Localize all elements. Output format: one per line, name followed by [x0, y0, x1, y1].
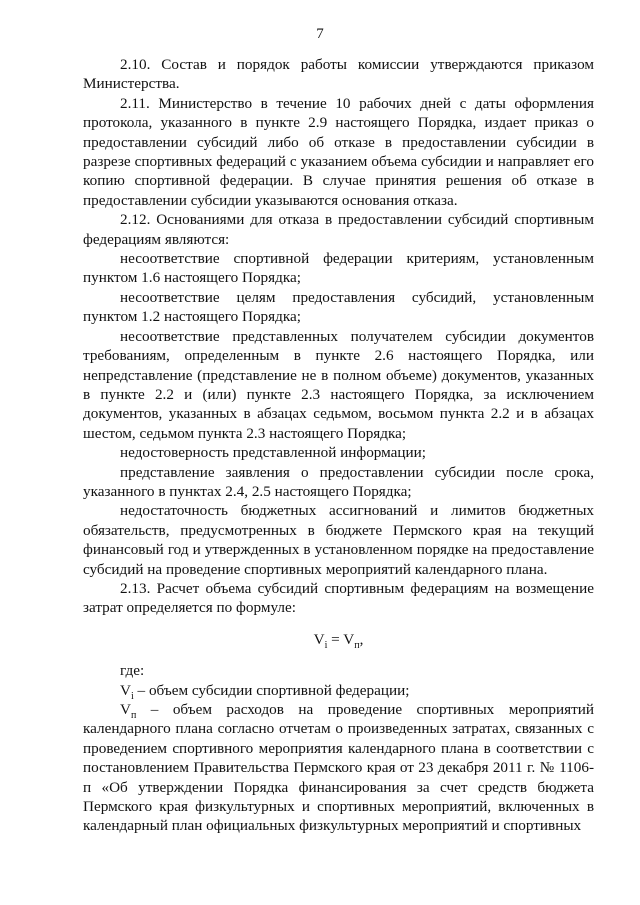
refusal-reason-criteria: несоответствие спортивной федерации критериям, установленным пунктом 1.6 настоящего Порядка;: [83, 250, 594, 287]
definition-vi-sub: i: [130, 690, 134, 702]
formula-rhs: V: [343, 630, 355, 648]
formula-equals: =: [327, 630, 344, 648]
definition-vp-text: – объем расходов на проведение спортивных мероприятий календарного плана согласно отчетам о произведенных затратах, связанных с проведением спортивного мероприятия календарного плана в соответствии с постановлением Правительства Пермского края от 23 декабря 2011 г. № 1106-п «Об утверждении Порядка финансирования за счет средств бюджета Пермского края физкультурных и спортивных мероприятий, включенных в календарный план официальных физкультурных мероприятий и спортивных: [83, 701, 594, 835]
paragraph-2-11: 2.11. Министерство в течение 10 рабочих дней с даты оформления протокола, указанного в пункте 2.9 настоящего Порядка, издает приказ о предоставлении субсидий либо об отказе в предоставлении субсидии в разрезе спортивных федераций с указанием объема субсидии и направляет его копию спортивной федерации. В случае принятия решения об отказе в предоставлении субсидии указываются основания отказа.: [83, 94, 594, 209]
definition-vp: [83, 700, 594, 836]
definition-vi-symbol: V: [120, 681, 131, 699]
refusal-reason-documents: несоответствие представленных получателем субсидии документов требованиям, определенным в пункте 2.6 настоящего Порядка, или непредставление (представление не в полном объеме) документов, указанных в пункте 2.2 и (или) пункте 2.3 настоящего Порядка, за исключением документов, указанных в абзацах седьмом, восьмом пункта 2.2 и в абзацах шестом, седьмом пункта 2.3 настоящего Порядка;: [83, 327, 594, 442]
document-body: [83, 55, 594, 836]
formula-lhs-sub: i: [324, 639, 328, 651]
refusal-reason-budget: недостаточность бюджетных ассигнований и лимитов бюджетных обязательств, предусмотренных в бюджете Пермского края на текущий финансовый год и утвержденных в установленном порядке на предоставление субсидий на проведение спортивных мероприятий календарного плана.: [83, 502, 594, 578]
subsidy-formula: [83, 630, 594, 649]
definition-vp-symbol: V: [120, 701, 131, 718]
refusal-reason-goals: несоответствие целям предоставления субсидий, установленным пунктом 1.2 настоящего Порядка;: [83, 288, 594, 326]
page-number: 7: [316, 26, 324, 42]
definition-vi: [83, 681, 594, 700]
refusal-reason-late-application: представление заявления о предоставлении субсидии после срока, указанного в пунктах 2.4, 2.5 настоящего Порядка;: [83, 463, 594, 500]
formula-tail: ,: [359, 630, 364, 648]
formula-lhs: V: [313, 630, 325, 648]
definition-vp-sub: п: [130, 710, 137, 722]
formula-rhs-sub: п: [354, 639, 360, 651]
refusal-reason-inaccuracy: недостоверность представленной информации;: [120, 444, 427, 462]
paragraph-2-10: 2.10. Состав и порядок работы комиссии утверждаются приказом Министерства.: [83, 56, 594, 93]
where-label: где:: [120, 662, 145, 680]
paragraph-2-13: 2.13. Расчет объема субсидий спортивным федерациям на возмещение затрат определяется по формуле:: [83, 579, 594, 617]
definition-vi-text: – объем субсидии спортивной федерации;: [133, 681, 410, 699]
paragraph-2-12: 2.12. Основаниями для отказа в предоставлении субсидий спортивным федерациям являются:: [83, 211, 594, 248]
